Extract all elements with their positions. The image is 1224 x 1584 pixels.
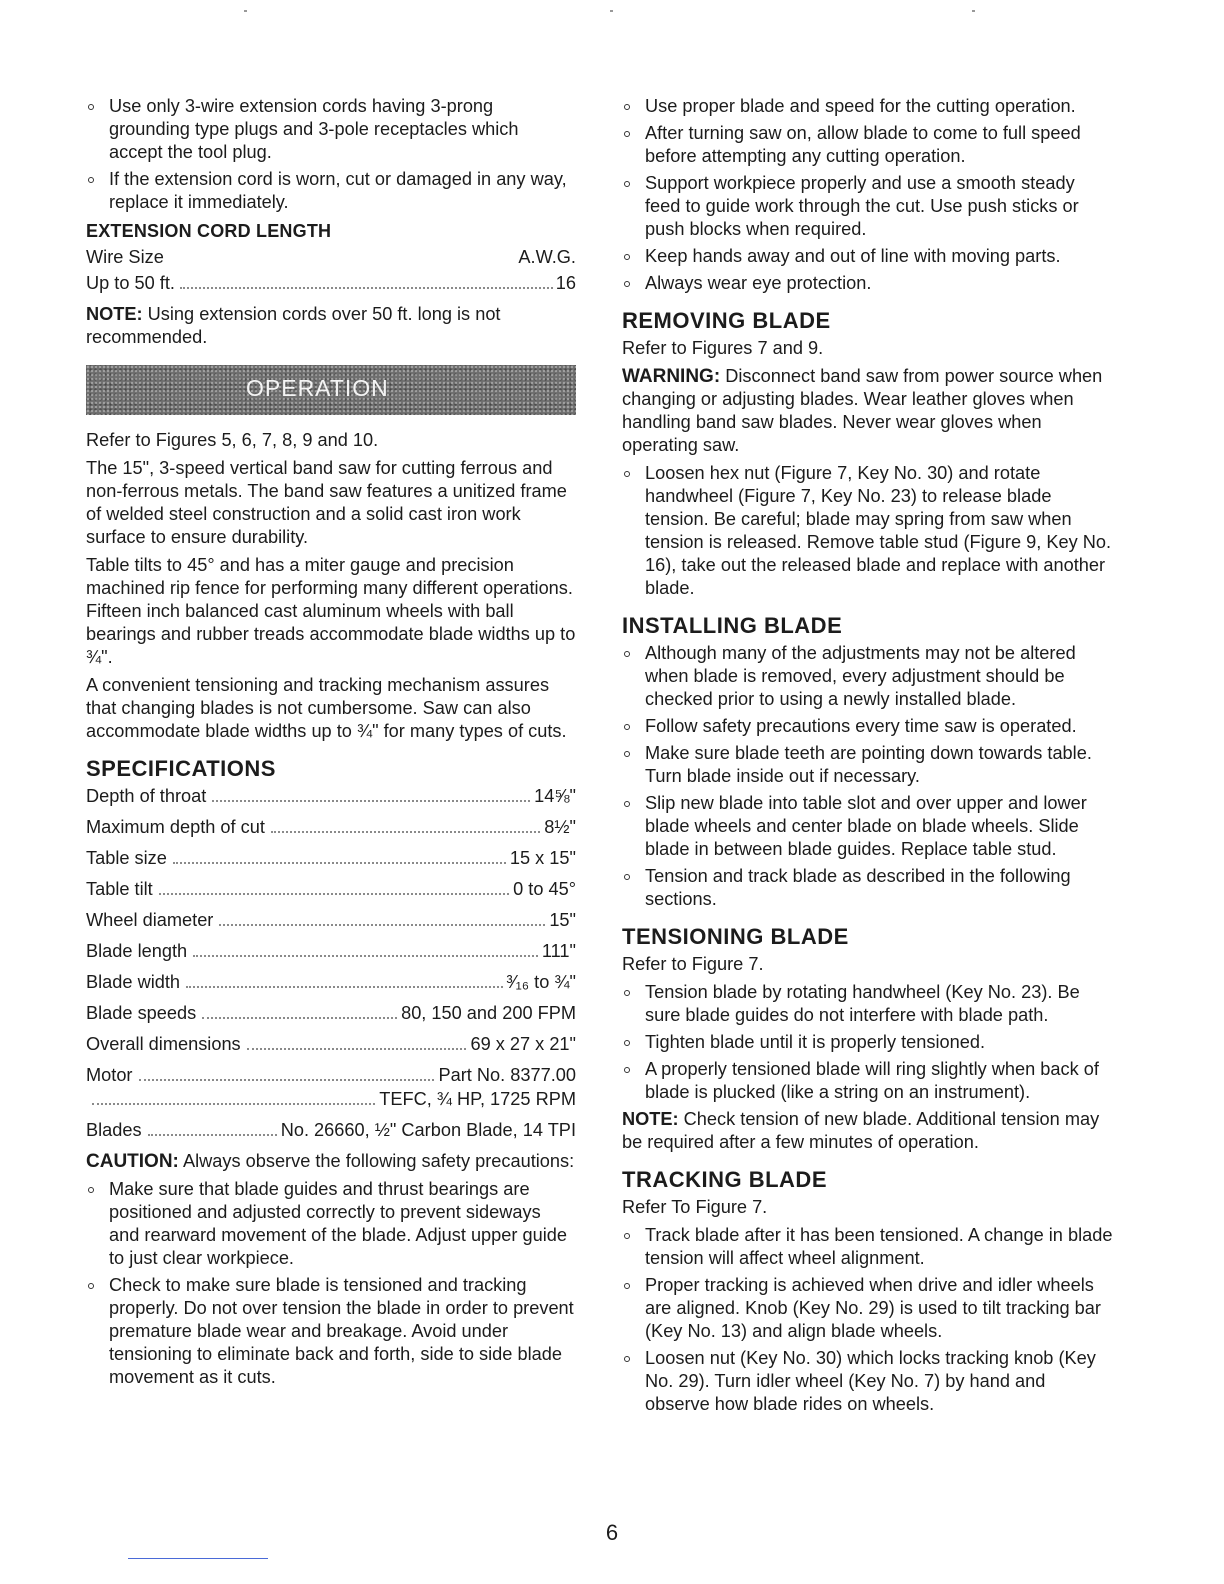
list-item: Tension blade by rotating handwheel (Key No. 23). Be sure blade guides do not interfere with blade path. [622, 981, 1114, 1027]
extension-cord-heading: EXTENSION CORD LENGTH [86, 221, 332, 241]
spec-value: 8½" [544, 817, 576, 837]
spec-row [86, 1119, 576, 1142]
left-column [86, 95, 576, 1393]
dot-leader [193, 955, 538, 957]
list-item: Proper tracking is achieved when drive and idler wheels are aligned. Knob (Key No. 29) is used to tilt tracking bar (Key No. 13) and align blade wheels. [622, 1274, 1114, 1343]
specifications-table [86, 785, 576, 1142]
spec-row [86, 1033, 576, 1056]
spec-row [86, 785, 576, 808]
gauge-value: 16 [555, 273, 576, 293]
spec-label: Table size [86, 848, 167, 868]
list-item: Tighten blade until it is properly tensioned. [622, 1031, 1114, 1054]
tracking-blade-list [622, 1224, 1114, 1416]
spec-row [86, 1064, 576, 1087]
list-item: Keep hands away and out of line with moving parts. [622, 245, 1114, 268]
dot-leader [271, 831, 540, 833]
spec-row [86, 909, 576, 932]
dot-leader [139, 1079, 435, 1081]
removing-refer: Refer to Figures 7 and 9. [622, 338, 824, 358]
list-item: Tension and track blade as described in the following sections. [622, 865, 1114, 911]
tensioning-refer: Refer to Figure 7. [622, 954, 764, 974]
spec-label: Maximum depth of cut [86, 817, 265, 837]
page-number: 6 [605, 1520, 619, 1545]
note-label: NOTE: [86, 304, 143, 324]
spec-value: No. 26660, ½" Carbon Blade, 14 TPI [280, 1120, 576, 1140]
dot-leader [173, 862, 506, 864]
wire-size-label: Wire Size [86, 247, 164, 267]
dot-leader [180, 287, 553, 289]
wire-size-row [86, 272, 576, 295]
list-item: If the extension cord is worn, cut or damaged in any way, replace it immediately. [86, 168, 576, 214]
spec-value: ³⁄₁₆ to ¾" [506, 972, 576, 992]
note-text: Using extension cords over 50 ft. long is not recommended. [86, 304, 501, 347]
spec-label: Overall dimensions [86, 1034, 241, 1054]
spec-label: Blade speeds [86, 1003, 197, 1023]
caution-label: CAUTION: [86, 1151, 179, 1172]
spec-value: 69 x 27 x 21" [470, 1034, 576, 1054]
caution-list [86, 1178, 576, 1389]
operation-banner [86, 365, 576, 415]
scan-edge-line [128, 1558, 268, 1559]
extension-cord-safety-list [86, 95, 576, 214]
dot-leader [219, 924, 545, 926]
note-label: NOTE: [622, 1109, 679, 1129]
spec-row [86, 971, 576, 994]
scan-mark [972, 10, 975, 12]
dot-leader [159, 893, 509, 895]
spec-row [86, 1088, 576, 1111]
spec-value: 80, 150 and 200 FPM [401, 1003, 576, 1023]
awg-label: A.W.G. [518, 247, 576, 267]
spec-row [86, 847, 576, 870]
spec-value: 15 x 15" [509, 848, 576, 868]
wire-size-header-row [86, 246, 576, 269]
operation-paragraph: A convenient tensioning and tracking mechanism assures that changing blades is not cumbersome. Saw can also accommodate blade widths up to ¾" for many types of cuts. [86, 675, 567, 741]
dot-leader [186, 986, 503, 988]
tracking-blade-heading: TRACKING BLADE [622, 1167, 827, 1192]
removing-blade-list [622, 462, 1114, 600]
length-label: Up to 50 ft. [86, 273, 175, 293]
list-item: Slip new blade into table slot and over upper and lower blade wheels and center blade on blade wheels. Slide blade in between blade guides. Replace table stud. [622, 792, 1114, 861]
tensioning-blade-heading: TENSIONING BLADE [622, 924, 849, 949]
list-item: Use only 3-wire extension cords having 3-prong grounding type plugs and 3-pole receptacles which accept the tool plug. [86, 95, 576, 164]
installing-blade-heading: INSTALLING BLADE [622, 613, 843, 638]
extension-note [86, 303, 576, 349]
list-item: Loosen hex nut (Figure 7, Key No. 30) and rotate handwheel (Figure 7, Key No. 23) to release blade tension. Be careful; blade may spring from saw when tension is released. Remove table stud (Figure 9, Key No. 16), take out the released blade and replace with another blade. [622, 462, 1114, 600]
list-item: Check to make sure blade is tensioned and tracking properly. Do not over tension the blade in order to prevent premature blade wear and breakage. Avoid under tensioning to eliminate back and forth, side to side blade movement as it cuts. [86, 1274, 576, 1389]
operation-paragraph: Table tilts to 45° and has a miter gauge and precision machined rip fence for performing many different operations. Fifteen inch balanced cast aluminum wheels with ball bearings and rubber treads accommodate blade widths up to ¾". [86, 555, 576, 667]
spec-row [86, 940, 576, 963]
dot-leader [148, 1134, 277, 1136]
operation-title: OPERATION [246, 375, 389, 401]
spec-label: Blade width [86, 972, 181, 992]
removing-blade-heading: REMOVING BLADE [622, 308, 831, 333]
caution-paragraph [86, 1150, 576, 1173]
spec-label: Wheel diameter [86, 910, 214, 930]
spec-value: 111" [541, 941, 576, 961]
list-item: After turning saw on, allow blade to come to full speed before attempting any cutting operation. [622, 122, 1114, 168]
spec-label: Blade length [86, 941, 188, 961]
spec-label: Depth of throat [86, 786, 207, 806]
tensioning-note [622, 1108, 1114, 1154]
note-text: Check tension of new blade. Additional tension may be required after a few minutes of operation. [622, 1109, 1100, 1152]
warning-label: WARNING: [622, 366, 721, 387]
list-item: Use proper blade and speed for the cutting operation. [622, 95, 1114, 118]
scan-mark [244, 10, 247, 12]
list-item: Always wear eye protection. [622, 272, 1114, 295]
spec-row [86, 816, 576, 839]
spec-label: Table tilt [86, 879, 153, 899]
list-item: A properly tensioned blade will ring slightly when back of blade is plucked (like a string on an instrument). [622, 1058, 1114, 1104]
spec-row [86, 878, 576, 901]
caution-text: Always observe the following safety precautions: [182, 1151, 575, 1171]
spec-value: Part No. 8377.00 [438, 1065, 576, 1085]
scan-mark [610, 10, 613, 12]
warning-paragraph [622, 365, 1114, 457]
installing-blade-list [622, 642, 1114, 911]
list-item: Support workpiece properly and use a smooth steady feed to guide work through the cut. Use push sticks or push blocks when required. [622, 172, 1114, 241]
list-item: Make sure blade teeth are pointing down towards table. Turn blade inside out if necessary. [622, 742, 1114, 788]
list-item: Although many of the adjustments may not be altered when blade is removed, every adjustment should be checked prior to using a newly installed blade. [622, 642, 1114, 711]
dot-leader [212, 800, 530, 802]
operation-refer: Refer to Figures 5, 6, 7, 8, 9 and 10. [86, 430, 379, 450]
operating-safety-list [622, 95, 1114, 295]
spec-label: Blades [86, 1120, 142, 1140]
list-item: Make sure that blade guides and thrust bearings are positioned and adjusted correctly to prevent sideways and rearward movement of the blade. Adjust upper guide to just clear workpiece. [86, 1178, 576, 1270]
list-item: Follow safety precautions every time saw is operated. [622, 715, 1114, 738]
list-item: Track blade after it has been tensioned. A change in blade tension will affect wheel alignment. [622, 1224, 1114, 1270]
list-item: Loosen nut (Key No. 30) which locks tracking knob (Key No. 29). Turn idler wheel (Key No. 7) by hand and observe how blade rides on wheels. [622, 1347, 1114, 1416]
spec-label: Motor [86, 1065, 133, 1085]
spec-value: 0 to 45° [513, 879, 576, 899]
spec-value: TEFC, ¾ HP, 1725 RPM [379, 1089, 576, 1109]
tracking-refer: Refer To Figure 7. [622, 1197, 768, 1217]
spec-row [86, 1002, 576, 1025]
warning-text: Disconnect band saw from power source when changing or adjusting blades. Wear leather gloves when handling band saw blades. Never wear gloves when operating saw. [622, 366, 1103, 455]
operation-paragraph: The 15", 3-speed vertical band saw for cutting ferrous and non-ferrous metals. The band saw features a unitized frame of welded steel construction and a solid cast iron work surface to ensure durability. [86, 458, 567, 547]
dot-leader [202, 1017, 397, 1019]
tensioning-blade-list [622, 981, 1114, 1104]
spec-value: 15" [549, 910, 576, 930]
right-column [622, 95, 1114, 1420]
specifications-heading: SPECIFICATIONS [86, 756, 276, 781]
spec-value: 14⅝" [534, 786, 576, 806]
dot-leader [247, 1048, 467, 1050]
dot-leader [92, 1103, 375, 1105]
